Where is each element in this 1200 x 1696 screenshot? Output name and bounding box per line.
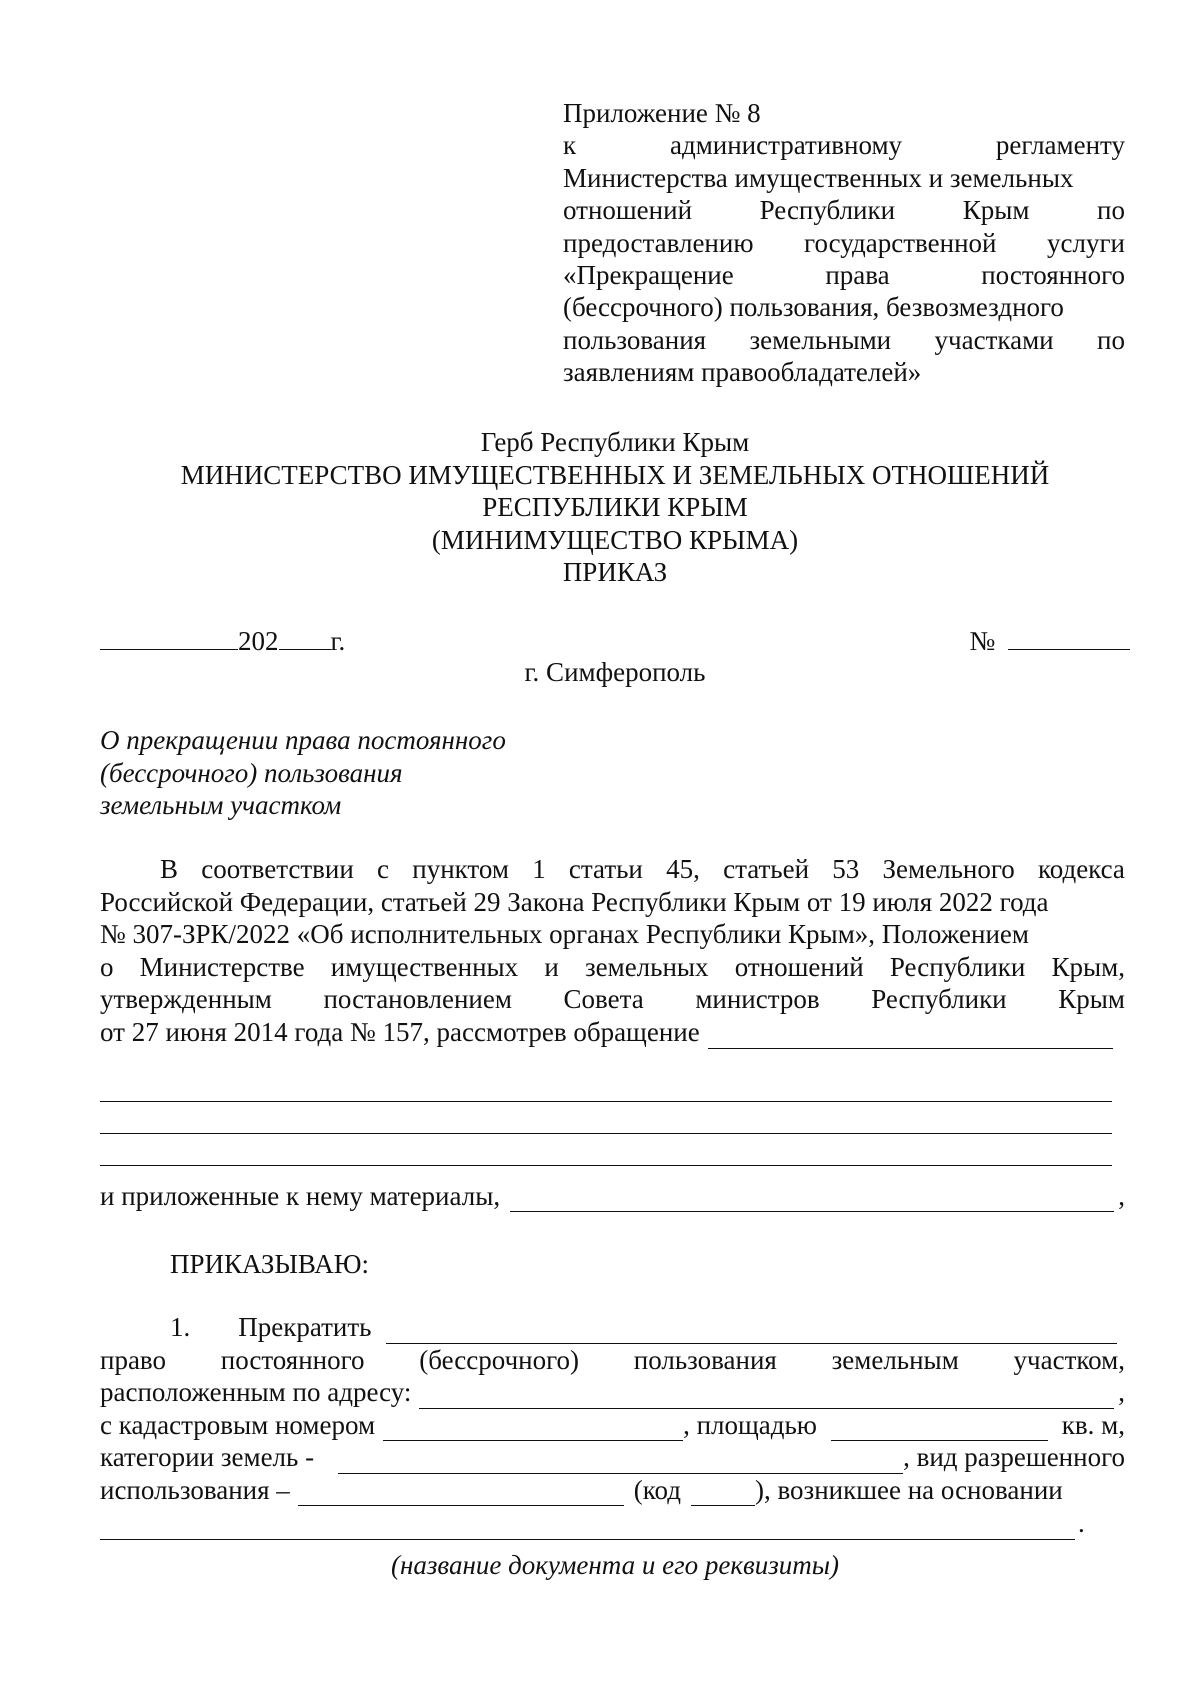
word: соответствии	[201, 854, 354, 884]
word: Министерстве	[139, 951, 305, 982]
city-name: г. Симферополь	[524, 657, 706, 687]
comma: ,	[1118, 1377, 1125, 1407]
word: Республики	[759, 195, 896, 226]
document-type: ПРИКАЗ	[562, 557, 668, 587]
word: и	[544, 951, 559, 982]
subject-line: О прекращении права постоянного	[100, 725, 506, 755]
period: .	[1078, 1508, 1085, 1538]
word: административному	[669, 130, 903, 161]
area-unit: кв. м,	[1061, 1409, 1125, 1440]
republic-name: РЕСПУБЛИКИ КРЫМ	[482, 492, 748, 522]
word: государственной	[804, 227, 997, 258]
clause-row-6	[100, 1474, 1125, 1507]
word: Республики	[871, 984, 1007, 1015]
word: регламенту	[995, 130, 1125, 161]
word: министров	[695, 984, 820, 1015]
appendix-block	[563, 97, 1125, 389]
word: участком,	[1013, 1344, 1125, 1375]
cadastral-blank	[383, 1416, 683, 1441]
word: (бессрочного)	[419, 1344, 579, 1375]
basis-document-blank	[100, 1511, 1075, 1540]
word: пользования	[633, 1344, 777, 1375]
appendix-line-2	[563, 129, 1125, 161]
word: предоставлению	[563, 227, 754, 258]
preamble-line-1	[100, 853, 1125, 886]
date-field	[100, 626, 345, 657]
ministry-short-name: (МИНИМУЩЕСТВО КРЫМА)	[431, 524, 799, 555]
word: имущественных	[330, 951, 519, 982]
applicant-blank-lines	[100, 1070, 1112, 1166]
clause-row-4	[100, 1409, 1125, 1442]
word: земельных	[584, 951, 709, 982]
subject-line: земельным участком	[100, 790, 342, 820]
clause-verb: Прекратить	[238, 1312, 372, 1342]
preamble-line-6	[100, 1016, 1125, 1049]
clause-row-5	[100, 1441, 1125, 1474]
basis-document-caption: (название документа и его реквизиты)	[390, 1550, 840, 1580]
word: отношений	[734, 951, 864, 982]
word: земельными	[749, 324, 892, 355]
word: пользования	[563, 324, 707, 355]
preamble-line-3	[100, 918, 1125, 951]
word: 45,	[666, 854, 700, 884]
date-number-row	[100, 626, 1130, 660]
usage-blank	[298, 1481, 624, 1506]
word: 1	[532, 854, 546, 884]
comma: ,	[1118, 1181, 1125, 1211]
year-suffix: г.	[330, 626, 346, 656]
ministry-name: МИНИСТЕРСТВО ИМУЩЕСТВЕННЫХ И ЗЕМЕЛЬНЫХ ОТНОШЕНИЙ	[180, 459, 1050, 490]
blank-line	[100, 1070, 1112, 1102]
preamble-line-5	[100, 983, 1125, 1016]
word: отношений	[563, 195, 693, 226]
basis-label: ), возникшее на основании	[754, 1474, 1063, 1505]
materials-blank	[510, 1187, 1114, 1212]
blank-line	[100, 1134, 1112, 1166]
word: участками	[934, 324, 1054, 355]
appendix-line-4	[563, 194, 1125, 226]
category-blank	[338, 1449, 903, 1474]
materials-text: и приложенные к нему материалы,	[100, 1181, 501, 1211]
word: кодекса	[1037, 854, 1125, 884]
word: Республики	[889, 951, 1026, 982]
appendix-line-7: (бессрочного) пользования, безвозмездного	[563, 292, 1064, 323]
year-prefix: 202	[238, 626, 279, 656]
address-label: расположенным по адресу:	[100, 1377, 412, 1407]
usage-label: использования –	[100, 1474, 290, 1505]
word: Крым	[962, 195, 1030, 226]
permitted-use-label: , вид разрешенного	[903, 1442, 1125, 1472]
number-field	[969, 626, 1130, 657]
word: права	[825, 260, 890, 291]
word: право	[100, 1344, 166, 1375]
year-blank	[279, 627, 331, 650]
word: о	[100, 951, 114, 982]
line-text: Российской Федерации, статьей 29 Закона Республики Крым от 19 июля 2022 года	[100, 886, 1049, 917]
word: пунктом	[412, 854, 509, 884]
word: Совета	[563, 984, 644, 1015]
subject-line: (бессрочного) пользования	[100, 757, 403, 788]
word: Крым	[1058, 984, 1125, 1015]
clause-row-1	[100, 1311, 1125, 1344]
word: постановлением	[323, 984, 512, 1015]
appendix-line-5	[563, 227, 1125, 259]
applicant-blank	[708, 1024, 1113, 1049]
clause-1	[100, 1311, 1125, 1506]
word: с	[377, 854, 390, 884]
preamble-line-2	[100, 886, 1125, 919]
word: Земельного	[882, 854, 1015, 884]
order-subject	[100, 724, 506, 822]
document-header	[100, 426, 1130, 589]
clause-number: 1.	[170, 1312, 191, 1342]
number-sign: №	[969, 626, 996, 656]
word: услуги	[1047, 227, 1125, 258]
word: 53	[832, 854, 860, 884]
word: по	[1097, 324, 1125, 355]
appendix-line-8	[563, 324, 1125, 356]
word: по	[1097, 195, 1125, 226]
address-blank	[419, 1384, 1114, 1409]
appendix-line-6	[563, 259, 1125, 291]
category-label: категории земель -	[100, 1442, 315, 1472]
code-label: (код	[633, 1474, 681, 1505]
order-word: ПРИКАЗЫВАЮ:	[170, 1249, 369, 1279]
word: земельным	[831, 1344, 959, 1375]
day-month-blank	[100, 627, 238, 650]
appendix-line-9: заявлениям правообладателей»	[563, 357, 922, 388]
appendix-line-3: Министерства имущественных и земельных	[563, 162, 1074, 193]
preamble-paragraph	[100, 853, 1125, 1049]
word: статьей	[723, 854, 810, 884]
word: постоянного	[220, 1344, 365, 1375]
preamble-line-4	[100, 951, 1125, 984]
appendix-title: Приложение № 8	[563, 98, 761, 128]
word: Крым,	[1051, 951, 1125, 982]
holder-blank	[386, 1319, 1118, 1344]
line-text: № 307-ЗРК/2022 «Об исполнительных органах Республики Крым», Положением	[100, 919, 1029, 950]
clause-row-3	[100, 1376, 1125, 1409]
word: постоянного	[981, 260, 1125, 291]
area-blank	[831, 1416, 1048, 1441]
code-blank	[691, 1481, 755, 1506]
word: «Прекращение	[563, 260, 734, 291]
coat-of-arms-label: Герб Республики Крым	[480, 427, 750, 457]
word: утвержденным	[100, 984, 272, 1015]
clause-row-2	[100, 1344, 1125, 1377]
cadastral-label: с кадастровым номером	[100, 1409, 376, 1440]
area-label: , площадью	[683, 1409, 817, 1440]
number-blank	[1008, 627, 1130, 650]
word: к	[563, 130, 577, 161]
blank-line	[100, 1102, 1112, 1134]
word: статьи	[568, 854, 643, 884]
line-text: от 27 июня 2014 года № 157, рассмотрев обращение	[100, 1016, 700, 1047]
materials-line	[100, 1181, 1125, 1212]
word: В	[160, 854, 179, 884]
